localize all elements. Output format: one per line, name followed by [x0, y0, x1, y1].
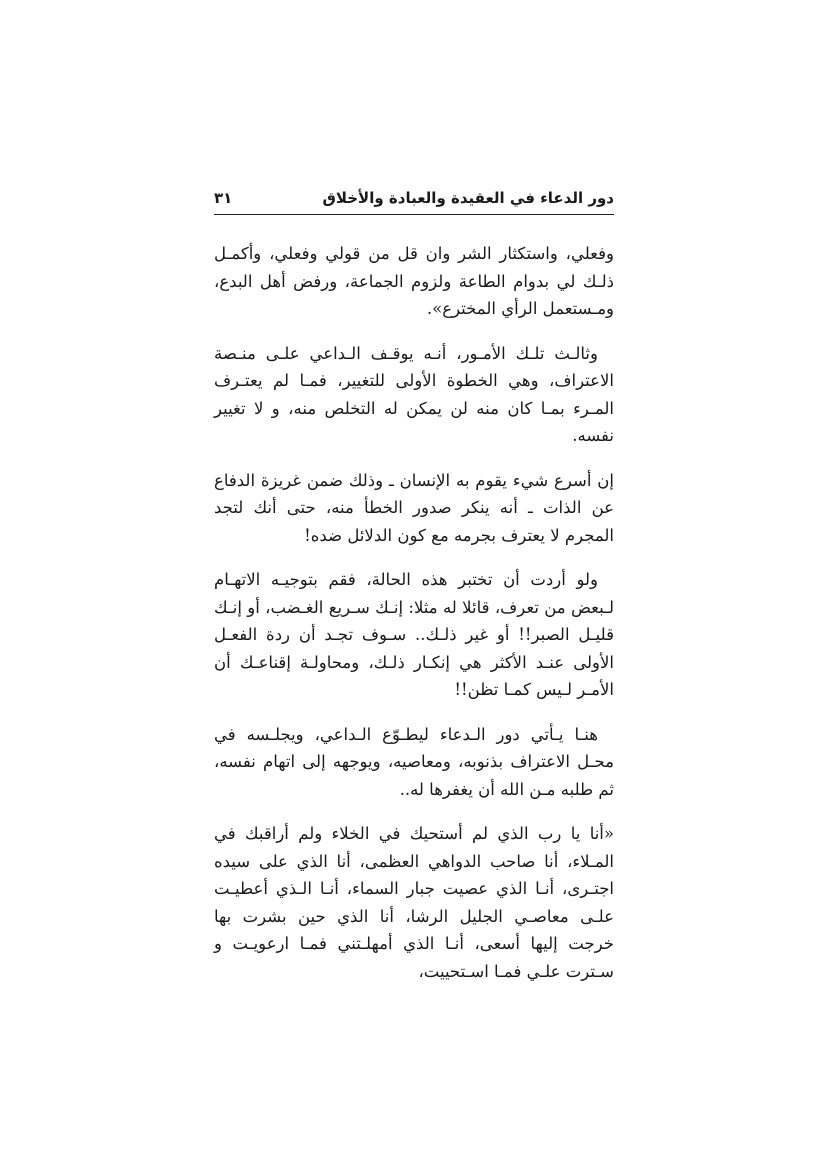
page-header: [214, 186, 614, 210]
body-text: [214, 240, 614, 1002]
paragraph-6: «أنا يا رب الذي لم أستحيك في الخلاء ولم أراقبك في المـلاء، أنا صاحب الدواهي العظمى، أنا الذي على سيده اجتـرى، أنـا الذي عصيت جبار السماء، أنـا الـذي أعطيـت علـى معاصـي الجليل الرشا، أنا الذي حين بشرت بها خرجت إليها أسعى، أنـا الذي أمهلـتني فمـا ارعويـت و سـترت علـي فمـا اسـتحييت،: [214, 824, 614, 981]
paragraph-1: وفعلي، واستكثار الشر وان قل من قولي وفعلي، وأكمـل ذلـك لي بدوام الطاعة ولزوم الجماعة، ورفض أهل البدع، ومـستعمل الرأي المخترع».: [214, 244, 614, 318]
header-divider: [214, 214, 614, 215]
paragraph-3: إن أسرع شيء يقوم به الإنسان ـ وذلك ضمن غريزة الدفاع عن الذات ـ أنه ينكر صدور الخطأ منه، حتى أنك لتجد المجرم لا يعترف بجرمه مع كون الدلائل ضده!: [214, 470, 614, 545]
page-number: ٣١: [214, 189, 233, 207]
paragraph-2: وثالـث تلـك الأمـور، أنـه يوقـف الـداعي علـى منـصة الاعتراف، وهي الخطوة الأولى للتغيير، فمـا لم يعتـرف المـرء بمـا كان منه لن يمكن له التخلص منه، و لا تغيير نفسه.: [214, 343, 614, 445]
paragraph-5: هنـا يـأتي دور الـدعاء ليطـوّع الـداعي، ويجلـسه في محـل الاعتراف بذنوبه، ومعاصيه، ويوجهه إلى اتهام نفسه، ثم طلبه مـن الله أن يغفرها له..: [214, 724, 614, 799]
paragraph-4: ولو أردت أن تختبر هذه الحالة، فقم بتوجيـه الاتهـام لـبعض من تعرف، قائلا له مثلا: إنـك سـريع الغـضب، أو إنـك قليـل الصبر!! أو غير ذلـك.. سـوف تجـد أن ردة الفعـل الأولى عنـد الأكثر هي إنكـار ذلـك، ومحاولـة إقناعـك أن الأمـر لـيس كمـا تظن!!: [214, 570, 614, 699]
running-title: دور الدعاء في العقيدة والعبادة والأخلاق: [322, 189, 614, 207]
